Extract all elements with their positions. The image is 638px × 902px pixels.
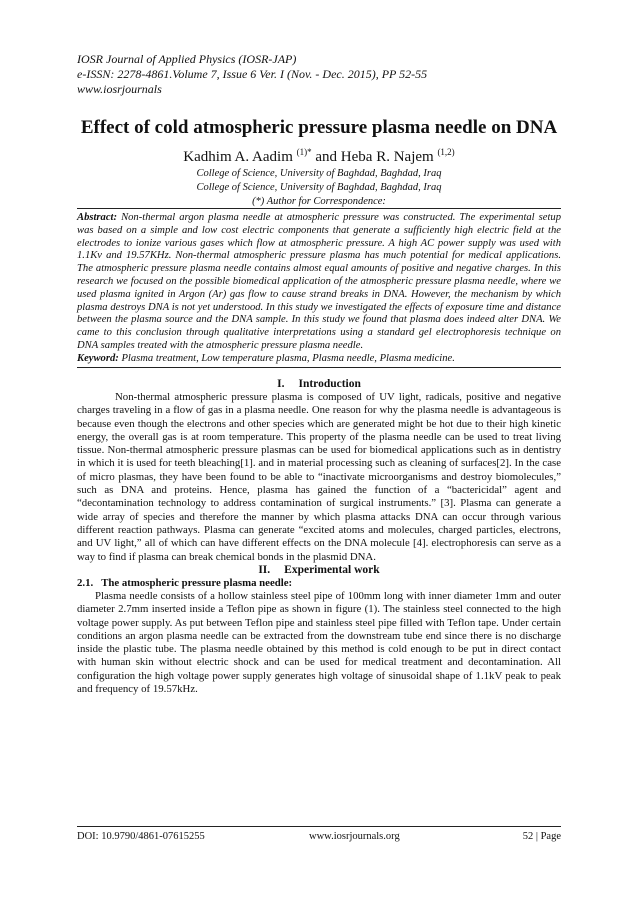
correspondence-note: (*) Author for Correspondence: [252, 196, 386, 207]
section-heading-experimental [77, 563, 561, 577]
section-title: Introduction [298, 378, 361, 390]
plasma-needle-paragraph [77, 590, 561, 696]
keyword-list: Plasma treatment, Low temperature plasma, Plasma needle, Plasma medicine. [121, 353, 455, 364]
keyword-line [77, 352, 561, 365]
footer-page-number [523, 830, 561, 843]
keyword-label: Keyword: [77, 353, 119, 364]
page-number: 52 [522, 831, 534, 842]
author-connector: and [315, 149, 338, 165]
abstract-bottom-rule [77, 367, 561, 368]
affiliation-2: College of Science, University of Baghdad, Baghdad, Iraq [196, 182, 442, 193]
author-2-mark: (1,2) [437, 147, 455, 157]
paper-title: Effect of cold atmospheric pressure plasma needle on DNA [80, 117, 558, 138]
introduction-text: Non-thermal atmospheric pressure plasma is composed of UV light, radicals, positive and negative charges traveling in a flow of gas in a plasma needle. One reason for why the plasma needle is advantageous is because even though the electrons and other species which are generated might be hot due to their high kinetic energy, the overall gas is at room temperature. This property of the plasma needle can be used to treat living tissue. Non-thermal atmospheric pressure plasmas can be used for biomedical applications such as in dentistry in which it is used for teeth bleaching[1]. and in material processing such as cleaning of surfaces[2]. In the case of micro plasmas, they have been found to be able to “inactivate microorganisms and destroy biomolecules,” such as DNA and proteins. Hence, plasma has gained the function of a “bactericidal” agent and “decontamination technology to address contamination of surgical instruments.” [3]. Plasma can generate a wide array of species and therefore the manner by which plasma attacks DNA can occur through various different reaction pathways. Plasma can generate “excited atoms and molecules, charged particles, electrons, and UV light,” all of which can have different effects on the DNA molecule [4]. electrophoresis can serve as a way to find if plasma can break chemical bonds in the plasmid DNA. [77, 391, 561, 563]
author-2: Heba R. Najem [340, 149, 434, 165]
author-line [70, 147, 568, 167]
author-1: Kadhim A. Aadim [183, 149, 293, 165]
plasma-needle-text: Plasma needle consists of a hollow stainless steel pipe of 100mm long with inner diameter 1mm and outer diameter 2.7mm inserted inside a Teflon pipe as shown in figure (1). The stainless steel connected to the high voltage power supply. As put between Teflon pipe and stainless steel pipe filled with Teflon tape. Under certain conditions an argon plasma needle can be extracted from the downstream tube end since there is no discharge inside the plastic tube. The plasma needle obtained by this method is cold enough to be put in direct contact with human skin without electric shock and can be used for medical treatment and decontamination. All configuration the high voltage power supply generates high voltage of sinusoidal shape of 1.1kV peak to peak and frequency of 19.57kHz. [77, 590, 561, 696]
section-heading-introduction [77, 377, 561, 391]
affiliation-1: College of Science, University of Baghdad, Baghdad, Iraq [196, 168, 442, 179]
affiliations [70, 167, 568, 209]
journal-name: IOSR Journal of Applied Physics (IOSR-JAP) [77, 52, 297, 66]
page-word: Page [540, 831, 561, 842]
subsection-number: 2.1. [77, 577, 94, 589]
section-number: II. [258, 564, 271, 576]
section-number: I. [277, 378, 285, 390]
abstract-text: Non-thermal argon plasma needle at atmospheric pressure was constructed. The experimental setup was based on a simple and low cost electric components that generate a sufficiently high electric field at the electrodes to ionize various gases which flow at atmospheric pressure. A high AC power supply was used with 1.1Kv and 19.57KHz. Non-thermal atmospheric pressure plasma has much potential for medical applications. The atmospheric pressure plasma needle contains almost equal amounts of positive and negative charges. In this research we focused on the possible biomedical application of the atmospheric pressure plasma needle, where we used plasma ignited in Argon (Ar) gas flow to cause strand breaks in DNA. However, the mechanism by which plasma destroys DNA is not yet understood. In this study we investigated the effects of exposure time and distance between the plasma source and the DNA sample. In this study we found that plasma does indeed alter DNA. We came to this conclusion through qualitative interpretations using a standard gel electrophoresis technique on DNA samples treated with the atmospheric pressure plasma needle. [77, 212, 562, 351]
section-title: Experimental work [284, 564, 380, 576]
footer-doi: DOI: 10.9790/4861-07615255 [77, 831, 205, 842]
subsection-heading-plasma-needle [77, 577, 561, 590]
abstract-block [77, 212, 561, 353]
journal-website[interactable]: www.iosrjournals [77, 82, 162, 96]
author-1-mark: (1)* [296, 147, 312, 157]
journal-header [77, 52, 577, 97]
abstract-top-rule [77, 208, 561, 209]
journal-issn: e-ISSN: 2278-4861.Volume 7, Issue 6 Ver. I (Nov. - Dec. 2015), PP 52-55 [77, 67, 428, 81]
page-separator: | [535, 831, 538, 842]
introduction-paragraph [77, 391, 561, 564]
footer-website[interactable]: www.iosrjournals.org [309, 831, 400, 842]
abstract-label: Abstract: [77, 212, 118, 223]
footer-rule [77, 826, 561, 827]
subsection-title: The atmospheric pressure plasma needle: [101, 577, 293, 589]
